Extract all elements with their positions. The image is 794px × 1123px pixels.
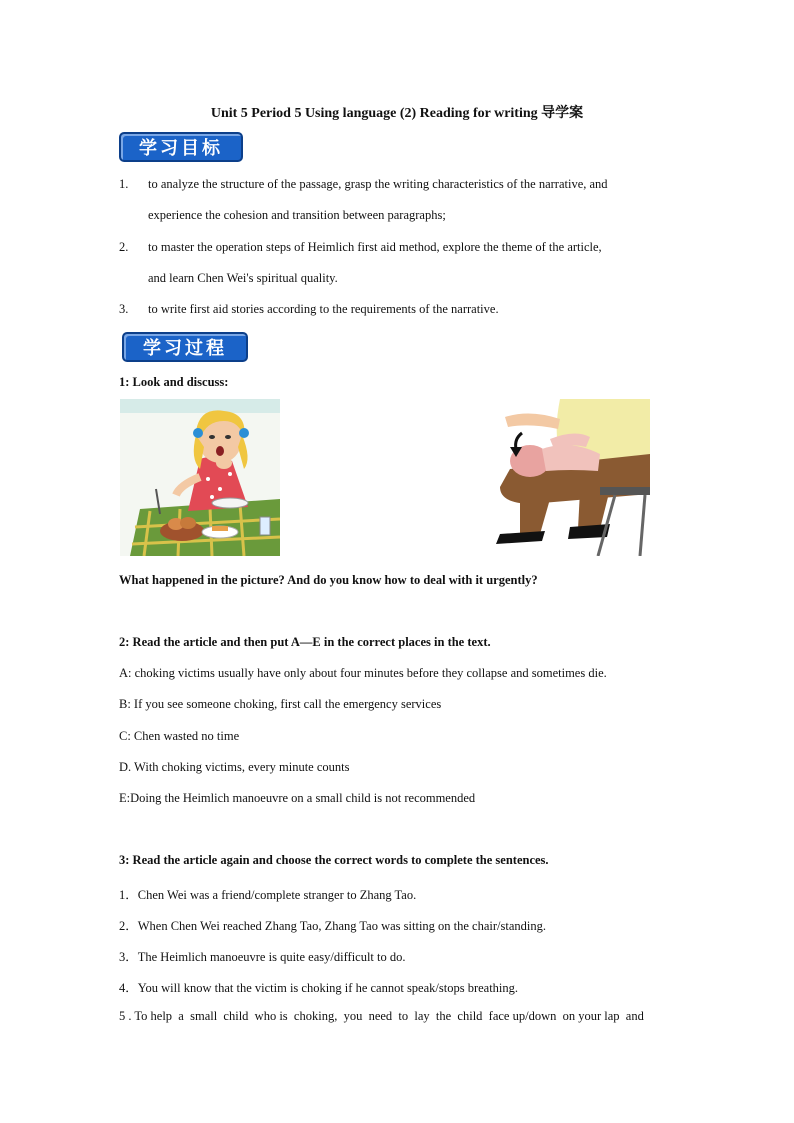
process-banner: 学习过程 — [122, 332, 248, 362]
infant-first-aid-illustration — [450, 399, 650, 556]
objective-text: experience the cohesion and transition between paragraphs; — [148, 208, 446, 222]
sentence-item: 3．The Heimlich manoeuvre is quite easy/difficult to do. — [119, 950, 406, 964]
objective-text: to analyze the structure of the passage, grasp the writing characteristics of the narrative, and — [148, 177, 608, 191]
choking-girl-illustration — [120, 399, 280, 556]
objective-text: to master the operation steps of Heimlich first aid method, explore the theme of the article, — [148, 240, 602, 254]
option-item: C: Chen wasted no time — [119, 729, 240, 743]
objective-number: 2. — [119, 240, 129, 254]
option-item: E:Doing the Heimlich manoeuvre on a small child is not recommended — [119, 791, 476, 805]
page-title: Unit 5 Period 5 Using language (2) Reading for writing 导学案 — [210, 106, 584, 121]
section-heading: 2: Read the article and then put A—E in the correct places in the text. — [119, 635, 491, 649]
option-item: A: choking victims usually have only about four minutes before they collapse and sometimes die. — [119, 666, 607, 680]
question-text: What happened in the picture? And do you know how to deal with it urgently? — [119, 573, 538, 587]
objective-text: and learn Chen Wei's spiritual quality. — [148, 271, 338, 285]
option-item: B: If you see someone choking, first call the emergency services — [119, 697, 442, 711]
objectives-banner: 学习目标 — [119, 132, 243, 162]
objective-number: 3. — [119, 302, 129, 316]
section-heading: 1: Look and discuss: — [119, 375, 229, 389]
sentence-item: 2．When Chen Wei reached Zhang Tao, Zhang Tao was sitting on the chair/standing. — [119, 919, 546, 933]
sentence-item: 4．You will know that the victim is choking if he cannot speak/stops breathing. — [119, 981, 519, 995]
section-heading: 3: Read the article again and choose the correct words to complete the sentences. — [119, 853, 549, 867]
objective-number: 1. — [119, 177, 129, 191]
sentence-item: 5 . To help a small child who is choking, you need to lay the child face up/down on your lap and — [119, 1009, 644, 1023]
option-item: D. With choking victims, every minute counts — [119, 760, 350, 774]
objective-text: to write first aid stories according to the requirements of the narrative. — [148, 302, 499, 316]
sentence-item: 1．Chen Wei was a friend/complete stranger to Zhang Tao. — [119, 888, 417, 902]
